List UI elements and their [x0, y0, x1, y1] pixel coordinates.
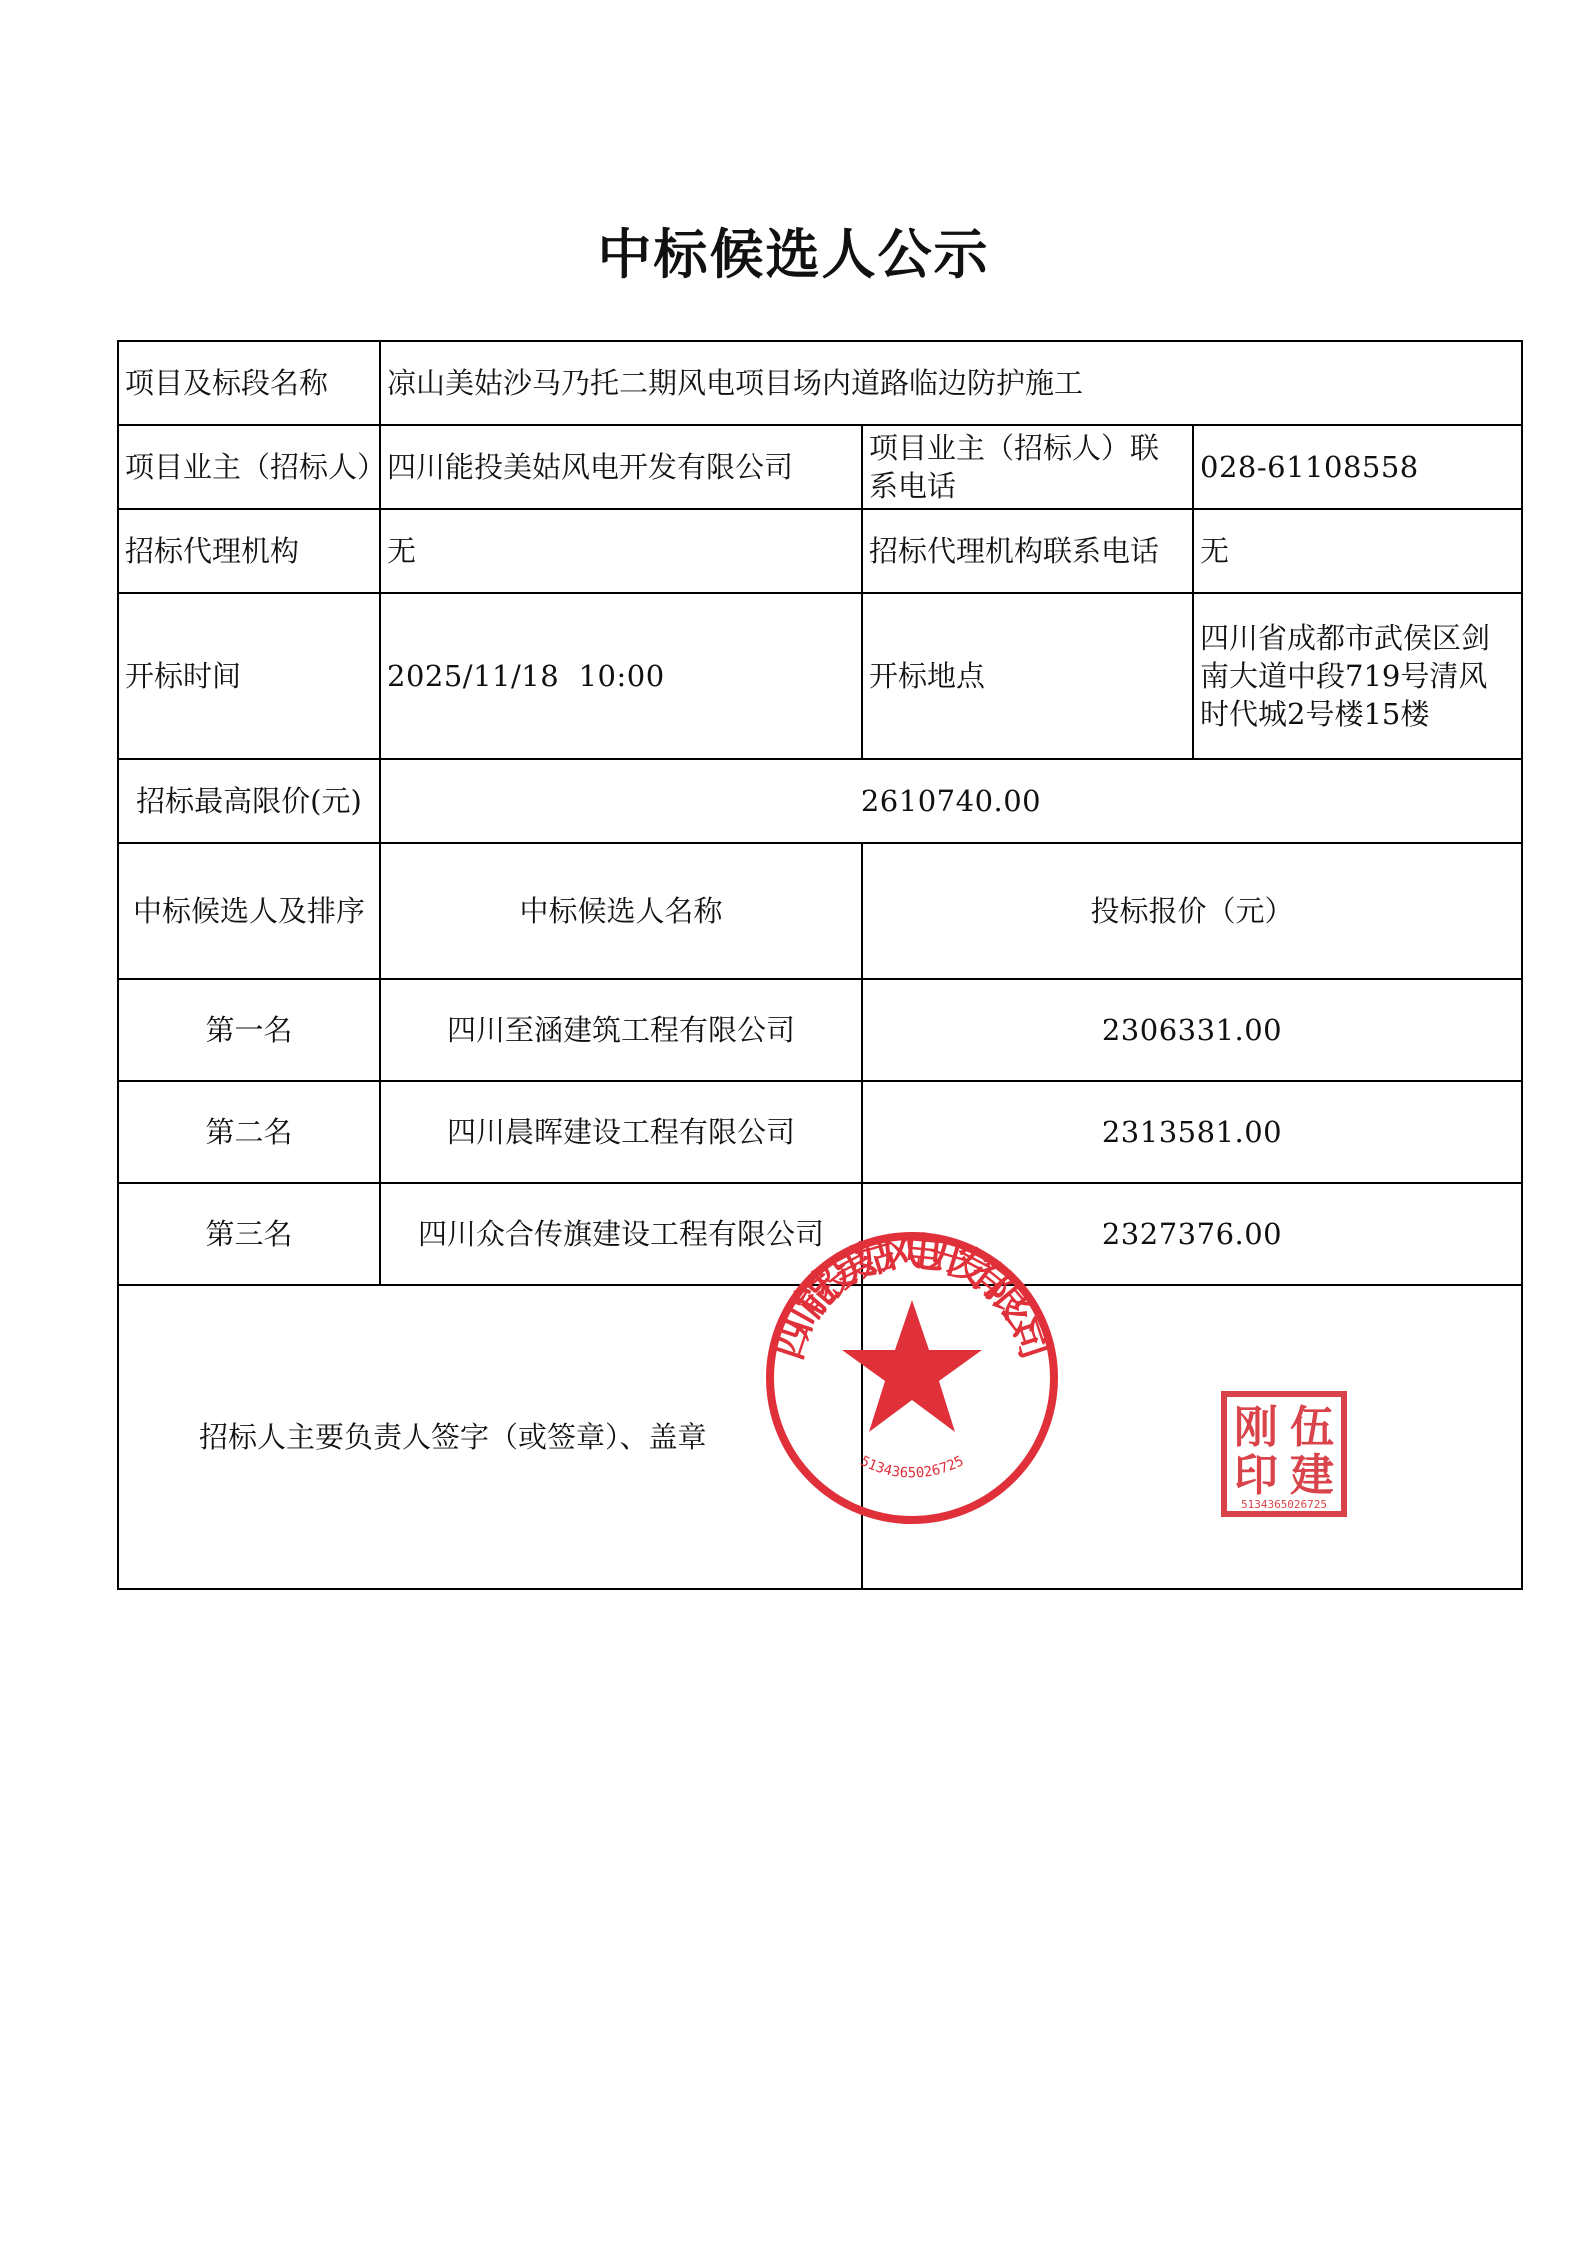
candidate-price: 2327376.00: [862, 1183, 1522, 1285]
owner-phone-label: 项目业主（招标人）联系电话: [862, 425, 1193, 509]
project-name-label: 项目及标段名称: [118, 341, 380, 425]
project-name-value: 凉山美姑沙马乃托二期风电项目场内道路临边防护施工: [380, 341, 1522, 425]
agency-phone-label: 招标代理机构联系电话: [862, 509, 1193, 593]
agency-value: 无: [380, 509, 862, 593]
candidate-name: 四川至涵建筑工程有限公司: [380, 979, 862, 1081]
seal-ring-text: 四川能投美姑风电开发有限公司: [765, 1228, 1059, 1365]
agency-phone-value: 无: [1193, 509, 1522, 593]
candidate-price: 2313581.00: [862, 1081, 1522, 1183]
rank-header: 中标候选人及排序: [118, 843, 380, 979]
stamp-char: 建: [1290, 1450, 1334, 1501]
row-project: [118, 341, 1522, 425]
agency-label: 招标代理机构: [118, 509, 380, 593]
owner-value: 四川能投美姑风电开发有限公司: [380, 425, 862, 509]
signature-label-cell: [118, 1285, 862, 1589]
row-agency: [118, 509, 1522, 593]
candidate-price: 2306331.00: [862, 979, 1522, 1081]
stamp-char: 刚: [1234, 1402, 1278, 1453]
max-price-value: 2610740.00: [380, 759, 1522, 843]
stamp-char: 伍: [1290, 1402, 1334, 1453]
open-place-label: 开标地点: [862, 593, 1193, 759]
row-owner: [118, 425, 1522, 509]
signature-label: 招标人主要负责人签字（或签章）、盖章: [199, 1420, 707, 1454]
company-seal: [762, 1228, 1062, 1528]
open-time-label: 开标时间: [118, 593, 380, 759]
personal-stamp: [1220, 1390, 1348, 1518]
open-place-value: 四川省成都市武侯区剑南大道中段719号清风时代城2号楼15楼: [1193, 593, 1522, 759]
name-header: 中标候选人名称: [380, 843, 862, 979]
candidate-row: [118, 979, 1522, 1081]
owner-label: 项目业主（招标人）: [118, 425, 380, 509]
stamp-char: 印: [1234, 1450, 1278, 1501]
candidate-row: [118, 1081, 1522, 1183]
row-open: [118, 593, 1522, 759]
price-header: 投标报价（元）: [862, 843, 1522, 979]
open-time-value: 2025/11/18 10:00: [380, 593, 862, 759]
candidate-name: 四川晨晖建设工程有限公司: [380, 1081, 862, 1183]
candidate-name: 四川众合传旗建设工程有限公司: [380, 1183, 862, 1285]
row-max-price: [118, 759, 1522, 843]
candidate-rank: 第三名: [118, 1183, 380, 1285]
owner-phone-value: 028-61108558: [1193, 425, 1522, 509]
page-title: 中标候选人公示: [597, 223, 990, 286]
candidate-rank: 第一名: [118, 979, 380, 1081]
max-price-label: 招标最高限价(元): [118, 759, 380, 843]
seal-star-icon: [842, 1300, 982, 1432]
candidate-rank: 第二名: [118, 1081, 380, 1183]
seal-number: 5134365026725: [857, 1453, 967, 1482]
row-candidates-header: [118, 843, 1522, 979]
stamp-number: 5134365026725: [1240, 1498, 1328, 1511]
